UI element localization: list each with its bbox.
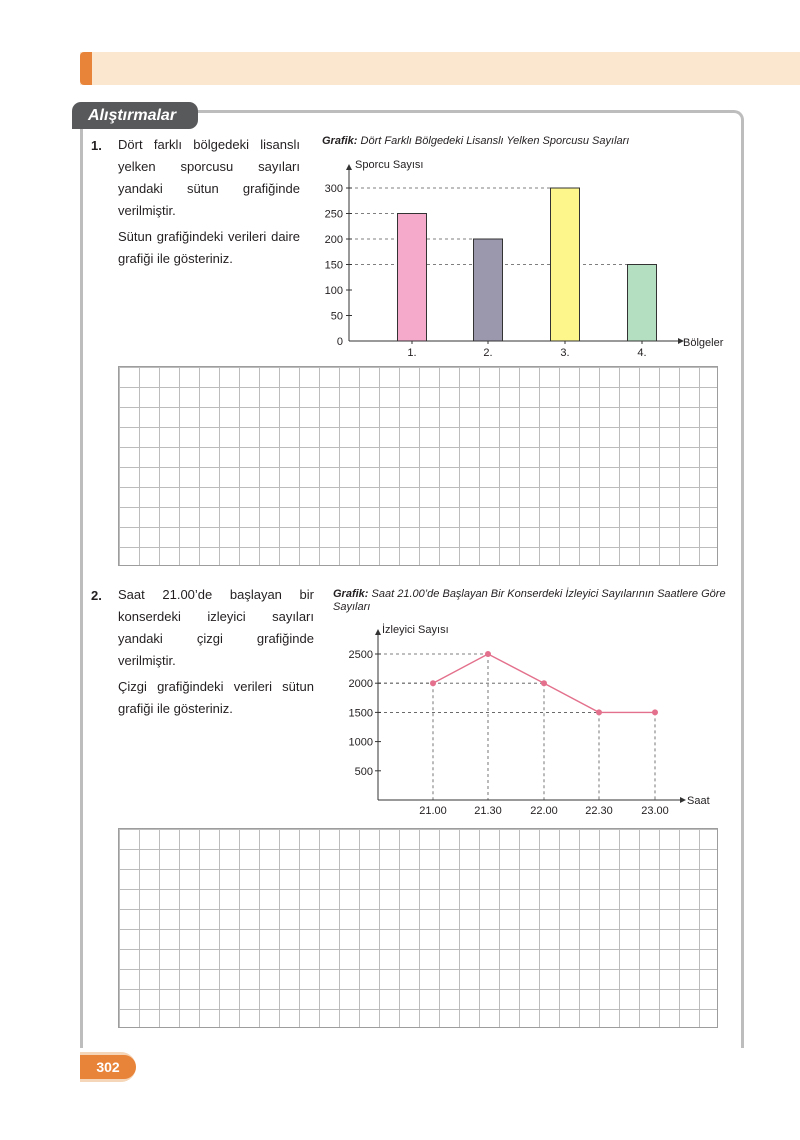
exercise-2-paragraph: Çizgi grafiğindeki verileri sütun grafiği ile gösteriniz. [118, 679, 314, 716]
data-point [485, 651, 491, 657]
chart-1-title-prefix: Grafik: [322, 135, 358, 147]
y-tick-label: 1000 [348, 736, 373, 749]
x-axis-arrow [680, 797, 686, 803]
y-axis-label: İzleyici Sayısı [382, 624, 449, 636]
x-tick-label: 21.30 [474, 805, 502, 817]
data-point [652, 709, 658, 715]
x-axis-label: Bölgeler [683, 337, 724, 349]
y-tick-label: 200 [324, 234, 343, 246]
data-point [596, 709, 602, 715]
y-tick-label: 1500 [348, 707, 373, 720]
x-tick-label: 2. [483, 347, 493, 359]
page-number: 302 [80, 1055, 136, 1079]
x-tick-label: 22.00 [530, 805, 558, 817]
y-axis-arrow [375, 629, 381, 635]
y-tick-label: 50 [330, 310, 343, 323]
y-tick-label: 250 [324, 208, 343, 221]
y-tick-label: 150 [324, 259, 343, 272]
y-tick-label: 2000 [348, 678, 373, 691]
data-point [430, 680, 436, 686]
section-title: Alıştırmalar [72, 102, 198, 129]
exercise-1-number: 1. [91, 138, 102, 153]
y-tick-label: 500 [354, 765, 373, 778]
chart-1-title-text: Dört Farklı Bölgedeki Lisanslı Yelken Sporcusu Sayıları [360, 135, 630, 147]
y-tick-label: 100 [324, 285, 343, 297]
x-tick-label: 4. [637, 347, 647, 359]
x-tick-label: 21.00 [419, 805, 447, 817]
answer-grid-2[interactable] [118, 828, 718, 1028]
x-tick-label: 3. [560, 347, 570, 359]
exercise-1-paragraph: Sütun grafiğindeki verileri daire grafiği ile gösteriniz. [118, 229, 300, 266]
chart-2-title-text: Saat 21.00’de Başlayan Bir Konserdeki İzleyici Sayılarının Saatlere Göre Sayıları [333, 588, 726, 613]
exercise-2-paragraph: Saat 21.00’de başlayan bir konserdeki izleyici sayıları yandaki çizgi grafiğinde verilmiştir. [118, 587, 314, 668]
x-tick-label: 23.00 [641, 805, 669, 817]
y-tick-label: 2500 [348, 649, 373, 661]
y-tick-label: 0 [336, 336, 343, 348]
x-axis-label: Saat [687, 795, 710, 807]
y-tick-label: 300 [324, 183, 343, 195]
y-axis-label: Sporcu Sayısı [355, 159, 424, 171]
exercise-2-number: 2. [91, 588, 102, 603]
data-point [541, 680, 547, 686]
exercise-1-paragraph: Dört farklı bölgedeki lisanslı yelken sporcusu sayıları yandaki sütun grafiğinde verilmiştir. [118, 137, 300, 218]
x-tick-label: 22.30 [585, 805, 613, 817]
x-tick-label: 1. [407, 347, 417, 359]
chart-2-title-prefix: Grafik: [333, 588, 369, 600]
